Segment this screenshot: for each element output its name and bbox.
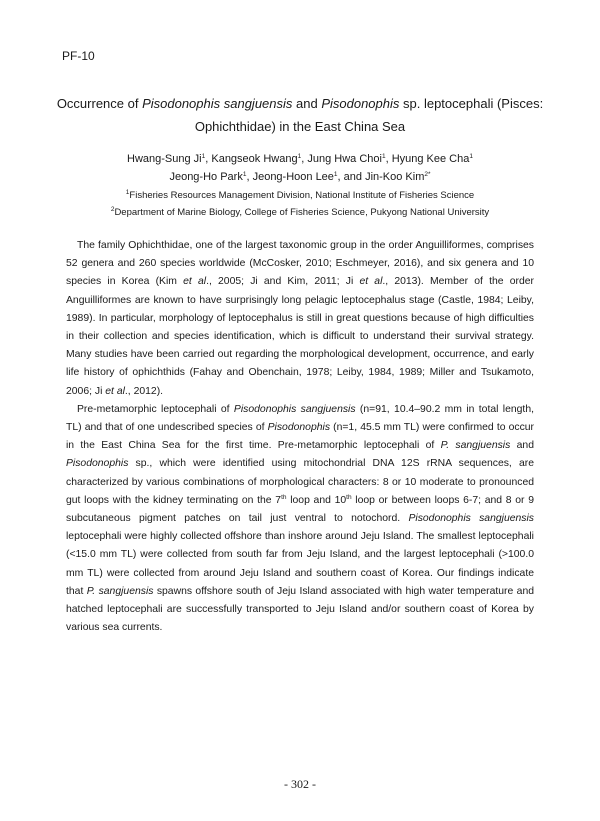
text-run: (n=91, 10.4–90.2 mm in total length, TL) and that of one undescribed species of (66, 403, 534, 434)
affiliation-mark: 1 (125, 189, 130, 196)
author-affil-mark: 2* (424, 171, 431, 178)
title-species-2: Pisodonophis (321, 96, 400, 111)
text-run: leptocephali were highly collected offshore than inshore around Jeju Island. The smallest leptocephali (<15.0 mm TL) were collected from south far from Jeju Island, and the largest leptocephali (>100.0 mm TL) were collected from around Jeju Island and southern coast of Korea. Our findings indicate that (66, 531, 534, 597)
author-name: Jeong-Ho Park (169, 171, 243, 183)
author-affil-mark: 1 (297, 153, 302, 160)
author-list (40, 150, 560, 186)
abstract-paragraph (66, 237, 534, 401)
affiliation (40, 204, 560, 221)
author-affil-mark: 1 (333, 171, 338, 178)
text-run: sp., which were identified using mitochondrial DNA 12S rRNA sequences, are characterized by various combinations of morphological characters: 8 or 10 moderate to pronounced gut loops with the kidney terminating on the 7 (66, 458, 534, 506)
superscript-run: th (346, 493, 352, 501)
text-run: The family Ophichthidae, one of the largest taxonomic group in the order Anguilliformes, comprises 52 genera and 260 species worldwide (McCosker, 2010; Eschmeyer, 2016), and six genera and 10 species in Korea (Kim (66, 240, 534, 288)
abstract-body (66, 237, 534, 637)
author-name: Hyung Kee Cha (391, 153, 470, 165)
italic-run: Pisodonophis (267, 422, 331, 434)
italic-run: et al (359, 276, 383, 288)
text-run: ., 2013). Member of the order Anguilliformes are known to have surprisingly long pelagic leptocephalus stage (Castle, 1984; Leiby, 1989). In particular, morphology of leptocephalus is still in great questions because of high difficulties in their collection and species identification, which is difficult to understand their survival strategy. Many studies have been carried out regarding the morphological development, occurrence, and early life history of ophichthids (Fahay and Obenchain, 1978; Leiby, 1984, 1989; Miller and Tsukamoto, 2006; Ji (66, 276, 534, 397)
text-run: (n=1, 45.5 mm TL) were confirmed to occur in the East China Sea for the first time. Pre-metamorphic leptocephali of (66, 422, 534, 452)
author-name: Hwang-Sung Ji (127, 153, 202, 165)
affiliation-list (40, 187, 560, 221)
author-name: Jeong-Hoon Lee (252, 171, 334, 183)
text-run: spawns offshore south of Jeju Island associated with high water temperature and hatched leptocephali are successfully transported to Jeju Island and/or southern coast of Korea by various sea currents. (66, 585, 534, 634)
text-run: loop or between loops 6-7; and 8 or 9 subcutaneous pigment patches on tail just ventral to notochord. (66, 494, 534, 525)
abstract-paragraph (66, 401, 534, 638)
italic-run: et al (183, 276, 207, 288)
italic-run: Pisodonophis sangjuensis (233, 403, 356, 415)
italic-run: Pisodonophis (66, 458, 129, 470)
author-affil-mark: 1 (242, 171, 247, 178)
paper-title (40, 92, 560, 138)
text-run: ., 2005; Ji and Kim, 2011; Ji (206, 276, 360, 288)
text-run: Pre-metamorphic leptocephali of (77, 403, 234, 415)
title-text: Occurrence of (56, 96, 143, 111)
affiliation-text: Department of Marine Biology, College of Fisheries Science, Pukyong National University (114, 207, 490, 218)
author-affil-mark: 1 (469, 153, 473, 160)
title-text: Ophichthidae) in the East China Sea (194, 119, 406, 134)
paper-code: PF-10 (62, 49, 95, 63)
text-run: ., 2012). (124, 385, 164, 397)
italic-run: et al (105, 385, 125, 397)
superscript-run: th (281, 493, 287, 501)
author-name: Kangseok Hwang (211, 153, 298, 165)
author-name: Jin-Koo Kim (365, 171, 425, 183)
title-species-1: Pisodonophis sangjuensis (142, 96, 293, 111)
text-run: loop and 10 (286, 494, 347, 506)
italic-run: Pisodonophis sangjuensis (408, 513, 534, 525)
affiliation-text: Fisheries Resources Management Division, National Institute of Fisheries Science (129, 190, 475, 201)
text-run: and (510, 440, 534, 452)
author-name: Jung Hwa Choi (307, 153, 382, 165)
author-line: Jeong-Ho Park$^1$, Jeong-Hoon Lee$^1$, and Jin-Koo Kim$^{2*}$ (169, 171, 431, 183)
title-text: sp. leptocephali (Pisces: (399, 96, 544, 111)
italic-run: P. sangjuensis (86, 585, 154, 597)
author-affil-mark: 1 (201, 153, 206, 160)
author-line: Hwang-Sung Ji$^1$, Kangseok Hwang$^1$, Jung Hwa Choi$^1$, Hyung Kee Cha$^1$ (127, 153, 473, 165)
affiliation (40, 187, 560, 204)
affiliation-mark: 2 (110, 206, 115, 213)
title-text: and (292, 96, 322, 111)
page-number: - 302 - (284, 777, 316, 791)
author-affil-mark: 1 (381, 153, 386, 160)
italic-run: P. sangjuensis (440, 440, 511, 452)
